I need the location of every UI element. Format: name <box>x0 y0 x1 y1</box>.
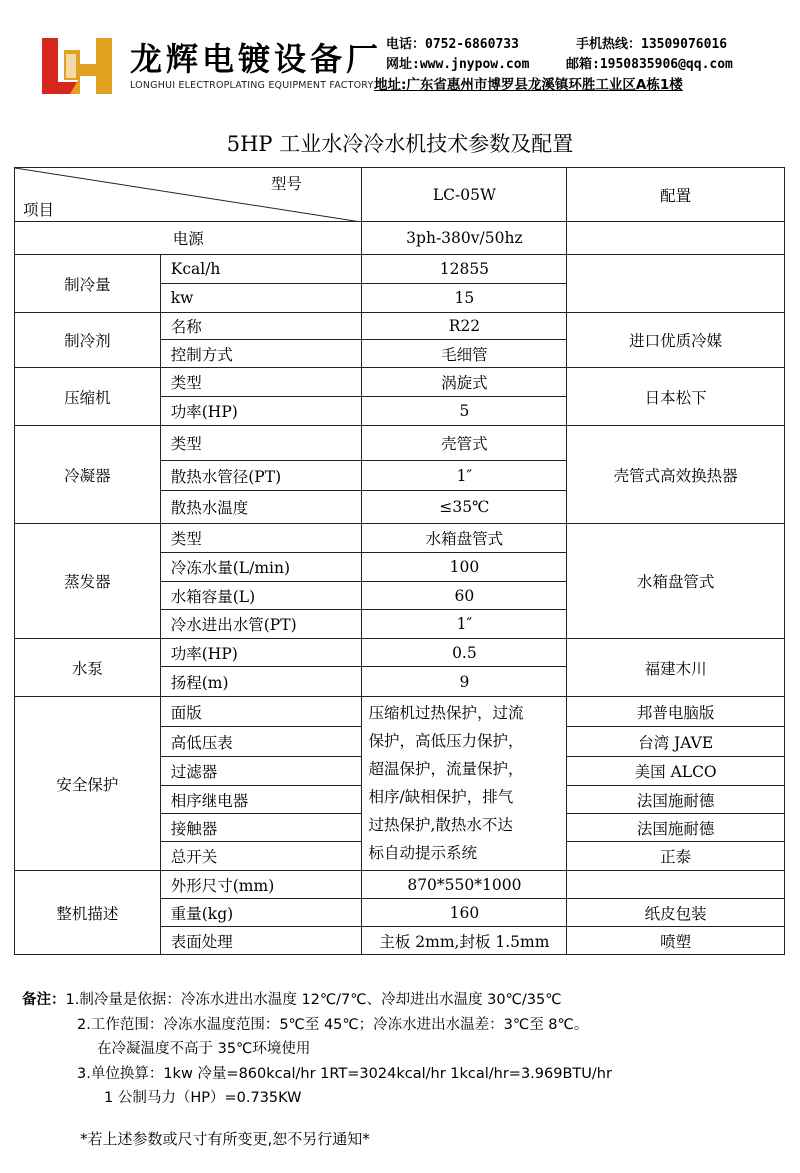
refrigerant-value-0: R22 <box>362 313 567 340</box>
item-label: 项目 <box>23 201 55 219</box>
refrigerant-name-1: 控制方式 <box>160 340 362 368</box>
machine-packing: 纸皮包装 <box>567 899 785 927</box>
protection-config-4: 法国施耐德 <box>567 814 785 842</box>
note-line: 在冷凝温度不高于 35℃环境使用 <box>97 1041 311 1057</box>
machine-value-0: 870*550*1000 <box>362 871 567 899</box>
condenser-value-0: 壳管式 <box>362 426 567 461</box>
table-row <box>15 368 785 397</box>
protection-line: 超温保护，流量保护， <box>368 760 524 778</box>
table-row <box>15 639 785 667</box>
table-row <box>15 313 785 340</box>
refrigerant-value-1: 毛细管 <box>362 340 567 368</box>
note-line: 1.制冷量是依据：冷冻水进出水温度 12℃/7℃、冷却进出水温度 30℃/35℃ <box>65 992 562 1008</box>
table-row <box>15 255 785 284</box>
machine-config-0 <box>567 871 785 899</box>
cooling-label: 制冷量 <box>15 255 161 313</box>
table-row <box>15 524 785 553</box>
table-row <box>15 426 785 461</box>
diagonal-line <box>15 168 361 222</box>
protection-name-0: 面版 <box>160 697 362 727</box>
pump-name-1: 扬程(m) <box>160 667 362 697</box>
spec-table <box>14 167 785 955</box>
evaporator-name-2: 水箱容量(L) <box>160 582 362 610</box>
protection-config-1: 台湾 JAVE <box>567 727 785 757</box>
cooling-name-0: Kcal/h <box>160 255 362 284</box>
condenser-label: 冷凝器 <box>15 426 161 524</box>
model-label: 型号 <box>271 175 303 193</box>
evaporator-name-3: 冷水进出水管(PT) <box>160 610 362 639</box>
config-header: 配置 <box>567 168 785 222</box>
footnote: *若上述参数或尺寸有所变更,恕不另行通知* <box>80 1130 370 1148</box>
compressor-config: 日本松下 <box>567 368 785 426</box>
evaporator-label: 蒸发器 <box>15 524 161 639</box>
refrigerant-label: 制冷剂 <box>15 313 161 368</box>
protection-name-2: 过滤器 <box>160 757 362 786</box>
compressor-value-0: 涡旋式 <box>362 368 567 397</box>
address: 地址:广东省惠州市博罗县龙溪镇环胜工业区A栋1楼 <box>374 77 683 93</box>
evaporator-config: 水箱盘管式 <box>567 524 785 639</box>
table-row <box>15 222 785 255</box>
protection-name-3: 相序继电器 <box>160 786 362 814</box>
refrigerant-name-0: 名称 <box>160 313 362 340</box>
machine-name-1: 重量(kg) <box>160 899 362 927</box>
power-config <box>567 222 785 255</box>
power-label: 电源 <box>15 222 362 255</box>
phone-number: 电话：0752-6860733 <box>386 37 519 52</box>
machine-name-2: 表面处理 <box>160 927 362 955</box>
note-line: 1 公制马力（HP）=0.735KW <box>104 1090 302 1106</box>
machine-value-1: 160 <box>362 899 567 927</box>
company-name-en: LONGHUI ELECTROPLATING EQUIPMENT FACTORY <box>130 80 374 91</box>
refrigerant-config: 进口优质冷媒 <box>567 313 785 368</box>
protection-name-1: 高低压表 <box>160 727 362 757</box>
note-line: 3.单位换算：1kw 冷量=860kcal/hr 1RT=3024kcal/hr 1kcal/hr=3.969BTU/hr <box>77 1065 612 1082</box>
notes-section <box>22 988 612 1111</box>
pump-name-0: 功率(HP) <box>160 639 362 667</box>
pump-config: 福建木川 <box>567 639 785 697</box>
letterhead <box>0 0 800 100</box>
compressor-label: 压缩机 <box>15 368 161 426</box>
protection-config-5: 正泰 <box>567 842 785 871</box>
protection-name-5: 总开关 <box>160 842 362 871</box>
machine-value-2: 主板 2mm,封板 1.5mm <box>362 927 567 955</box>
compressor-name-1: 功率(HP) <box>160 397 362 426</box>
compressor-value-1: 5 <box>362 397 567 426</box>
protection-label: 安全保护 <box>15 697 161 871</box>
protection-line: 过热保护,散热水不达 <box>368 816 513 834</box>
condenser-config: 壳管式高效换热器 <box>567 426 785 524</box>
table-header-row <box>15 168 785 222</box>
evaporator-name-1: 冷冻水量(L/min) <box>160 553 362 582</box>
protection-config-2: 美国 ALCO <box>567 757 785 786</box>
protection-config-3: 法国施耐德 <box>567 786 785 814</box>
note-line: 2.工作范围：冷冻水温度范围：5℃至 45℃；冷冻水进出水温差：3℃至 8℃。 <box>77 1016 589 1033</box>
protection-line: 相序/缺相保护，排气 <box>368 788 514 806</box>
model-value: LC-05W <box>362 168 567 222</box>
pump-value-1: 9 <box>362 667 567 697</box>
cooling-config <box>567 255 785 313</box>
protection-config-0: 邦普电脑版 <box>567 697 785 727</box>
pump-label: 水泵 <box>15 639 161 697</box>
cooling-name-1: kw <box>160 284 362 313</box>
company-logo-icon <box>40 36 120 96</box>
pump-value-0: 0.5 <box>362 639 567 667</box>
diagonal-header-cell <box>15 168 362 222</box>
protection-description <box>362 697 567 871</box>
table-row <box>15 871 785 899</box>
machine-surface: 喷塑 <box>567 927 785 955</box>
cooling-value-1: 15 <box>362 284 567 313</box>
protection-line: 保护，高低压力保护， <box>368 732 524 750</box>
cooling-value-0: 12855 <box>362 255 567 284</box>
evaporator-value-1: 100 <box>362 553 567 582</box>
table-row <box>15 697 785 727</box>
protection-line: 压缩机过热保护，过流 <box>368 704 524 722</box>
condenser-name-0: 类型 <box>160 426 362 461</box>
evaporator-name-0: 类型 <box>160 524 362 553</box>
machine-name-0: 外形尺寸(mm) <box>160 871 362 899</box>
document-title: 5HP 工业水冷冷水机技术参数及配置 <box>226 132 574 156</box>
notes-label: 备注： <box>22 992 66 1008</box>
email[interactable]: 邮箱:1950835906@qq.com <box>566 57 733 72</box>
condenser-name-1: 散热水管径(PT) <box>160 461 362 491</box>
company-name-cn: 龙辉电镀设备厂 <box>130 40 383 78</box>
evaporator-value-2: 60 <box>362 582 567 610</box>
condenser-value-2: ≤35℃ <box>362 491 567 524</box>
protection-name-4: 接触器 <box>160 814 362 842</box>
protection-line: 标自动提示系统 <box>368 844 477 862</box>
machine-label: 整机描述 <box>15 871 161 955</box>
power-value: 3ph-380v/50hz <box>362 222 567 255</box>
evaporator-value-3: 1″ <box>362 610 567 639</box>
condenser-name-2: 散热水温度 <box>160 491 362 524</box>
compressor-name-0: 类型 <box>160 368 362 397</box>
condenser-value-1: 1″ <box>362 461 567 491</box>
evaporator-value-0: 水箱盘管式 <box>362 524 567 553</box>
mobile-hotline: 手机热线：13509076016 <box>576 37 728 52</box>
website[interactable]: 网址:www.jnypow.com <box>386 57 530 72</box>
